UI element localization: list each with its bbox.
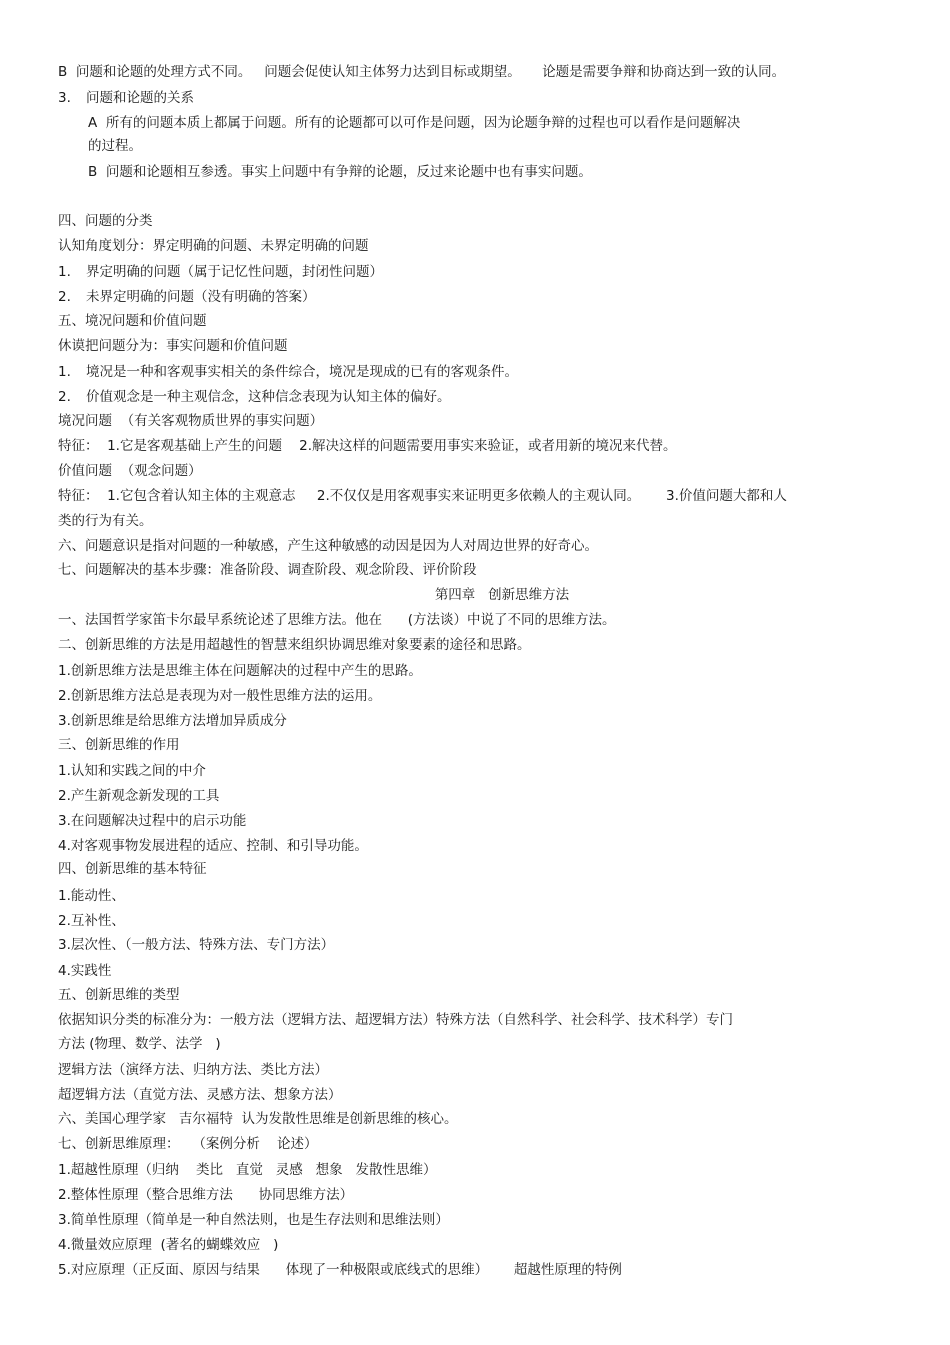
text-line: 类的行为有关。	[58, 513, 153, 529]
item-text: 境况是一种和客观事实相关的条件综合，境况是现成的已有的客观条件。	[86, 364, 518, 380]
item-number: 2.	[58, 289, 71, 305]
text-line: 的过程。	[88, 138, 142, 154]
numbered-item	[58, 387, 451, 407]
list-item: 3.创新思维是给思维方法增加异质成分	[58, 713, 287, 729]
text-line: 方法 (物理、数学、法学 )	[58, 1036, 221, 1052]
list-item: 3.简单性原理（简单是一种自然法则，也是生存法则和思维法则）	[58, 1212, 449, 1228]
text-line: B 问题和论题的处理方式不同。 问题会促使认知主体努力达到目标或期望。 论题是需要争辩和协商达到一致的认同。	[58, 64, 786, 80]
numbered-item	[58, 287, 316, 307]
section-heading: 七、问题解决的基本步骤：准备阶段、调查阶段、观念阶段、评价阶段	[58, 562, 477, 578]
text-line: 特征： 1.它是客观基础上产生的问题 2.解决这样的问题需要用事实来验证，或者用新的境况来代替。	[58, 438, 677, 454]
section-heading: 一、法国哲学家笛卡尔最早系统论述了思维方法。他在 (方法谈）中说了不同的思维方法。	[58, 612, 616, 628]
list-item: 2.互补性、	[58, 913, 125, 929]
numbered-item	[58, 262, 383, 282]
list-item: 1.创新思维方法是思维主体在问题解决的过程中产生的思路。	[58, 663, 422, 679]
text-line: B 问题和论题相互参透。事实上问题中有争辩的论题，反过来论题中也有事实问题。	[88, 164, 592, 180]
section-heading: 五、境况问题和价值问题	[58, 313, 207, 329]
list-item: 2.产生新观念新发现的工具	[58, 788, 220, 804]
list-item: 1.超越性原理（归纳 类比 直觉 灵感 想象 发散性思维）	[58, 1162, 437, 1178]
section-heading: 六、问题意识是指对问题的一种敏感，产生这种敏感的动因是因为人对周边世界的好奇心。	[58, 538, 598, 554]
item-number: 1.	[58, 264, 71, 280]
text-line: 境况问题 （有关客观物质世界的事实问题）	[58, 413, 324, 429]
item-text: 未界定明确的问题（没有明确的答案）	[86, 289, 316, 305]
list-item: 1.能动性、	[58, 888, 125, 904]
section-heading: 五、创新思维的类型	[58, 987, 180, 1003]
item-number: 2.	[58, 389, 71, 405]
item-text: 价值观念是一种主观信念，这种信念表现为认知主体的偏好。	[86, 389, 451, 405]
section-heading: 六、美国心理学家 吉尔福特 认为发散性思维是创新思维的核心。	[58, 1111, 458, 1127]
list-item: 1.认知和实践之间的中介	[58, 763, 206, 779]
item-number: 1.	[58, 364, 71, 380]
list-item: 3.在问题解决过程中的启示功能	[58, 813, 247, 829]
section-heading: 四、创新思维的基本特征	[58, 861, 207, 877]
numbered-item	[58, 362, 518, 382]
list-item: 5.对应原理（正反面、原因与结果 体现了一种极限或底线式的思维） 超越性原理的特例	[58, 1262, 622, 1278]
section-heading: 四、问题的分类	[58, 213, 153, 229]
text-line: 超逻辑方法（直觉方法、灵感方法、想象方法）	[58, 1087, 342, 1103]
list-item: 3.层次性、（一般方法、特殊方法、专门方法）	[58, 937, 335, 953]
text-line: A 所有的问题本质上都属于问题。所有的论题都可以可作是问题，因为论题争辩的过程也可以看作是问题解决	[88, 115, 741, 131]
list-item: 2.整体性原理（整合思维方法 协同思维方法）	[58, 1187, 354, 1203]
item-number: 3.	[58, 90, 71, 106]
text-line: 认知角度划分：界定明确的问题、未界定明确的问题	[58, 238, 369, 254]
text-line: 休谟把问题分为：事实问题和价值问题	[58, 338, 288, 354]
text-line: 特征： 1.它包含着认知主体的主观意志 2.不仅仅是用客观事实来证明更多依赖人的主观认同。 3.价值问题大都和人	[58, 488, 787, 504]
item-text: 界定明确的问题（属于记忆性问题，封闭性问题）	[86, 264, 383, 280]
section-heading: 二、创新思维的方法是用超越性的智慧来组织协调思维对象要素的途径和思路。	[58, 637, 531, 653]
list-item: 4.对客观事物发展进程的适应、控制、和引导功能。	[58, 838, 368, 854]
section-heading: 七、创新思维原理： （案例分析 论述）	[58, 1136, 318, 1152]
list-item: 2.创新思维方法总是表现为对一般性思维方法的运用。	[58, 688, 382, 704]
text-line: 依据知识分类的标准分为：一般方法（逻辑方法、超逻辑方法）特殊方法（自然科学、社会科学、技术科学）专门	[58, 1012, 733, 1028]
section-heading: 三、创新思维的作用	[58, 737, 180, 753]
chapter-title: 第四章 创新思维方法	[434, 587, 570, 603]
text-line: 逻辑方法（演绎方法、归纳方法、类比方法）	[58, 1062, 328, 1078]
text-line: 价值问题 （观念问题）	[58, 463, 202, 479]
numbered-item	[58, 88, 194, 108]
item-text: 问题和论题的关系	[86, 90, 194, 106]
list-item: 4.实践性	[58, 963, 112, 979]
list-item: 4.微量效应原理 (著名的蝴蝶效应 )	[58, 1237, 279, 1253]
